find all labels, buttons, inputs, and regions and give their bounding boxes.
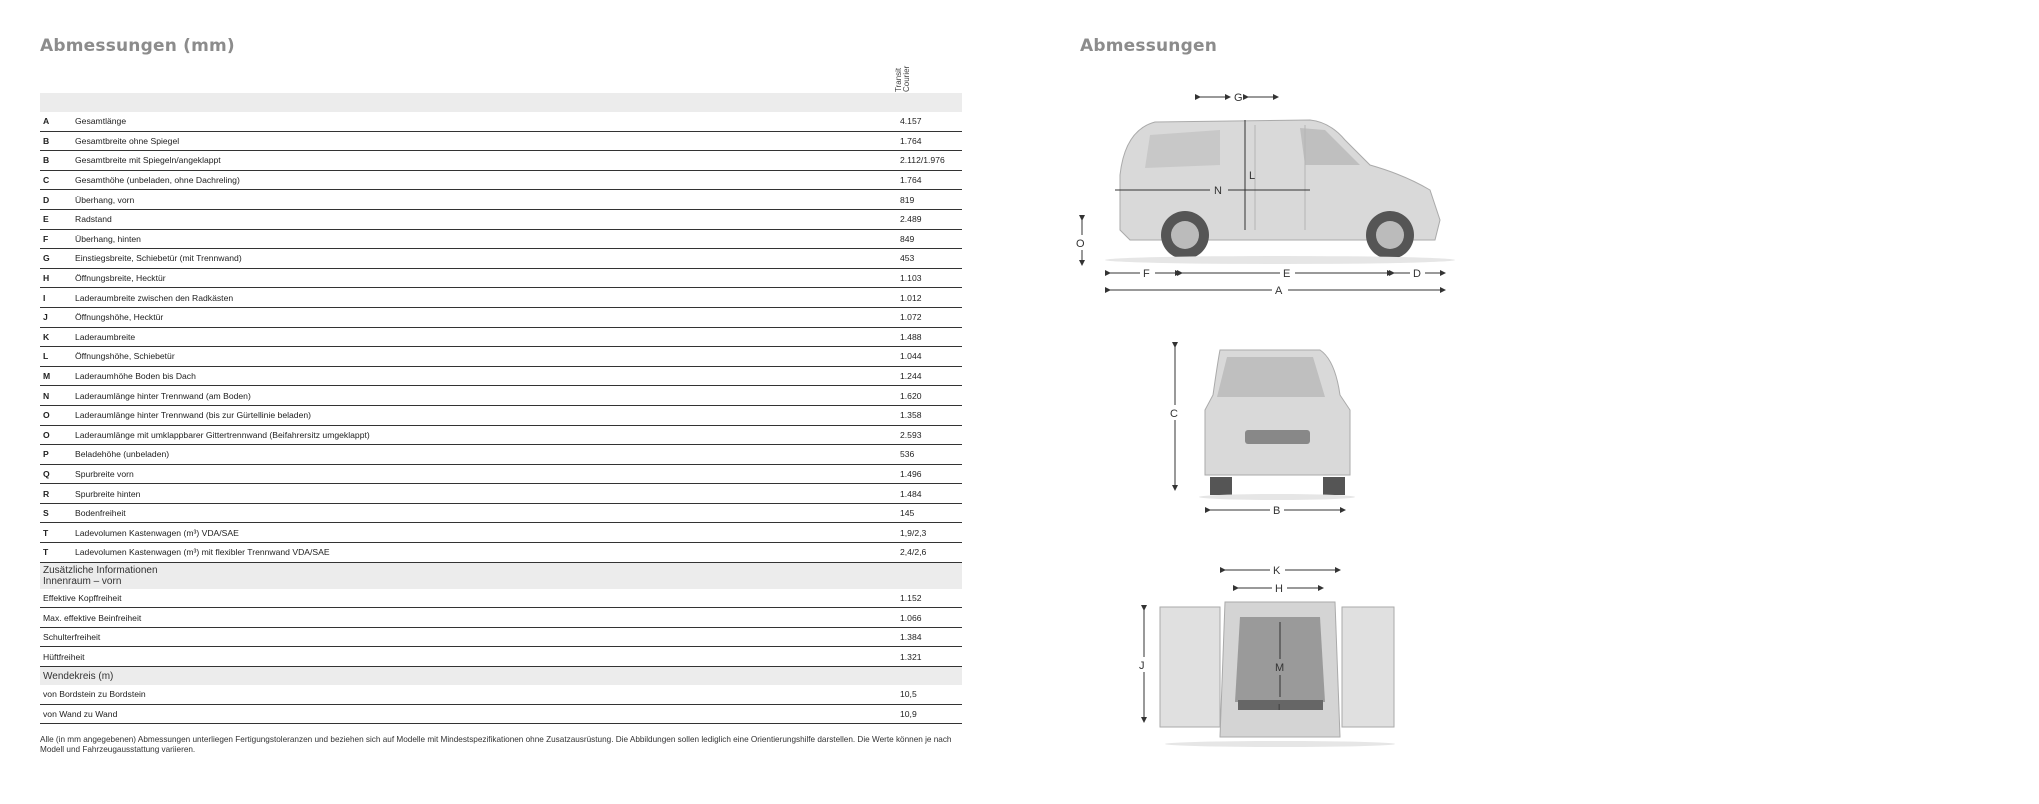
row-key: B (40, 131, 72, 151)
row-label: Bodenfreiheit (72, 503, 900, 523)
row-value: 1.384 (900, 627, 962, 647)
table-row (40, 627, 962, 647)
row-key: K (40, 327, 72, 347)
table-row (40, 190, 962, 210)
row-key: G (40, 249, 72, 269)
row-label: Hüftfreiheit (40, 647, 900, 667)
section-title-interior (40, 562, 962, 589)
row-key: P (40, 445, 72, 465)
row-value: 1.103 (900, 268, 962, 288)
column-header-line-2: Courier (902, 65, 911, 92)
right-title: Abmessungen (1080, 36, 1218, 56)
table-row (40, 445, 962, 465)
row-key: C (40, 170, 72, 190)
dim-label-l: L (1249, 170, 1256, 182)
dimensions-table (40, 112, 962, 724)
dim-label-k: K (1273, 565, 1281, 577)
row-key: L (40, 347, 72, 367)
table-row (40, 704, 962, 724)
section-title-line-1: Zusätzliche Informationen (43, 564, 158, 576)
row-label: Laderaumbreite (72, 327, 900, 347)
table-row (40, 386, 962, 406)
row-value: 1.488 (900, 327, 962, 347)
row-value: 1.066 (900, 608, 962, 628)
row-value: 1.496 (900, 464, 962, 484)
table-header-band (40, 93, 962, 112)
section-header-turning (40, 667, 962, 686)
row-value: 1.044 (900, 347, 962, 367)
row-value: 819 (900, 190, 962, 210)
row-key: A (40, 112, 72, 131)
row-label: Gesamtbreite mit Spiegeln/angeklappt (72, 151, 900, 171)
dim-label-g: G (1234, 92, 1243, 104)
dim-label-e: E (1283, 268, 1291, 280)
dim-label-o: O (1076, 238, 1085, 250)
row-label: Ladevolumen Kastenwagen (m³) VDA/SAE (72, 523, 900, 543)
table-row (40, 327, 962, 347)
van-side-image (1105, 120, 1455, 264)
row-value: 2.112/1.976 (900, 151, 962, 171)
row-label: Gesamtbreite ohne Spiegel (72, 131, 900, 151)
row-label: Laderaumlänge mit umklappbarer Gittertrennwand (Beifahrersitz umgeklappt) (72, 425, 900, 445)
table-row (40, 307, 962, 327)
table-row (40, 209, 962, 229)
table-row (40, 608, 962, 628)
rear-view-diagram (1130, 562, 1410, 762)
row-label: Ladevolumen Kastenwagen (m³) mit flexibler Trennwand VDA/SAE (72, 543, 900, 563)
row-key: D (40, 190, 72, 210)
row-value: 2.593 (900, 425, 962, 445)
table-row (40, 288, 962, 308)
table-row (40, 484, 962, 504)
dim-label-d: D (1413, 268, 1421, 280)
row-key: N (40, 386, 72, 406)
table-row (40, 589, 962, 608)
dim-label-h: H (1275, 583, 1283, 595)
row-key: T (40, 523, 72, 543)
dim-label-c: C (1170, 408, 1178, 420)
row-label: Max. effektive Beinfreiheit (40, 608, 900, 628)
row-label: Laderaumbreite zwischen den Radkästen (72, 288, 900, 308)
table-row (40, 425, 962, 445)
table-row (40, 229, 962, 249)
dim-label-n: N (1214, 185, 1222, 197)
row-value: 1.358 (900, 405, 962, 425)
row-key: B (40, 151, 72, 171)
side-view-diagram (1070, 80, 1490, 305)
dim-label-m: M (1275, 662, 1285, 674)
row-value: 1.620 (900, 386, 962, 406)
row-value: 10,9 (900, 704, 962, 724)
row-value: 849 (900, 229, 962, 249)
row-key: T (40, 543, 72, 563)
row-label: Überhang, hinten (72, 229, 900, 249)
row-value: 1.321 (900, 647, 962, 667)
row-value: 1.764 (900, 131, 962, 151)
row-label: Schulterfreiheit (40, 627, 900, 647)
front-view-diagram (1155, 335, 1385, 520)
row-value: 1,9/2,3 (900, 523, 962, 543)
row-label: Spurbreite vorn (72, 464, 900, 484)
left-title: Abmessungen (mm) (40, 36, 235, 56)
table-row (40, 347, 962, 367)
row-value: 4.157 (900, 112, 962, 131)
row-value: 2.489 (900, 209, 962, 229)
row-value: 1.764 (900, 170, 962, 190)
row-value: 10,5 (900, 685, 962, 704)
section-title-line-2: Innenraum – vorn (43, 575, 122, 587)
table-row (40, 170, 962, 190)
row-label: Öffnungsbreite, Hecktür (72, 268, 900, 288)
table-row (40, 543, 962, 563)
row-label: Überhang, vorn (72, 190, 900, 210)
row-key: O (40, 405, 72, 425)
table-row (40, 405, 962, 425)
dim-label-j: J (1139, 660, 1145, 672)
row-key: R (40, 484, 72, 504)
row-label: von Bordstein zu Bordstein (40, 685, 900, 704)
row-label: Radstand (72, 209, 900, 229)
van-rear-image (1160, 602, 1395, 747)
table-row (40, 249, 962, 269)
row-key: O (40, 425, 72, 445)
row-label: Öffnungshöhe, Hecktür (72, 307, 900, 327)
row-key: I (40, 288, 72, 308)
row-key: M (40, 366, 72, 386)
row-value: 2,4/2,6 (900, 543, 962, 563)
row-label: Spurbreite hinten (72, 484, 900, 504)
table-row (40, 366, 962, 386)
table-row (40, 112, 962, 131)
dim-label-i: I (1278, 703, 1281, 712)
row-value: 1.072 (900, 307, 962, 327)
table-row (40, 151, 962, 171)
row-value: 453 (900, 249, 962, 269)
row-value: 145 (900, 503, 962, 523)
row-label: von Wand zu Wand (40, 704, 900, 724)
row-value: 1.484 (900, 484, 962, 504)
row-label: Beladehöhe (unbeladen) (72, 445, 900, 465)
row-key: F (40, 229, 72, 249)
row-value: 1.012 (900, 288, 962, 308)
row-label: Öffnungshöhe, Schiebetür (72, 347, 900, 367)
row-value: 536 (900, 445, 962, 465)
section-title-turning: Wendekreis (m) (40, 667, 962, 686)
table-row (40, 523, 962, 543)
row-label: Gesamtlänge (72, 112, 900, 131)
table-row (40, 131, 962, 151)
column-header-line-1: Transit (894, 67, 903, 92)
row-label: Laderaumlänge hinter Trennwand (am Boden) (72, 386, 900, 406)
row-label: Einstiegsbreite, Schiebetür (mit Trennwand) (72, 249, 900, 269)
dim-label-a: A (1275, 285, 1283, 297)
dim-label-f: F (1143, 268, 1150, 280)
section-header-interior (40, 562, 962, 589)
row-label: Laderaumhöhe Boden bis Dach (72, 366, 900, 386)
footnote: Alle (in mm angegebenen) Abmessungen unterliegen Fertigungstoleranzen und beziehen sich auf Modelle mit Mindestspezifikationen ohne Zusatzausrüstung. Die Abbildungen sollen lediglich eine Orientierungshilfe darstellen. Die Werte können je nach Modell und Fahrzeugausstattung variieren. (40, 735, 952, 754)
van-front-image (1199, 350, 1355, 500)
row-value: 1.152 (900, 589, 962, 608)
row-key: E (40, 209, 72, 229)
column-header-transit-courier (895, 62, 909, 92)
row-value: 1.244 (900, 366, 962, 386)
row-key: H (40, 268, 72, 288)
row-key: S (40, 503, 72, 523)
table-row (40, 647, 962, 667)
table-row (40, 464, 962, 484)
row-label: Gesamthöhe (unbeladen, ohne Dachreling) (72, 170, 900, 190)
table-row (40, 503, 962, 523)
row-key: Q (40, 464, 72, 484)
table-row (40, 685, 962, 704)
table-row (40, 268, 962, 288)
row-label: Effektive Kopffreiheit (40, 589, 900, 608)
row-key: J (40, 307, 72, 327)
row-label: Laderaumlänge hinter Trennwand (bis zur Gürtellinie beladen) (72, 405, 900, 425)
dim-label-b: B (1273, 505, 1281, 517)
